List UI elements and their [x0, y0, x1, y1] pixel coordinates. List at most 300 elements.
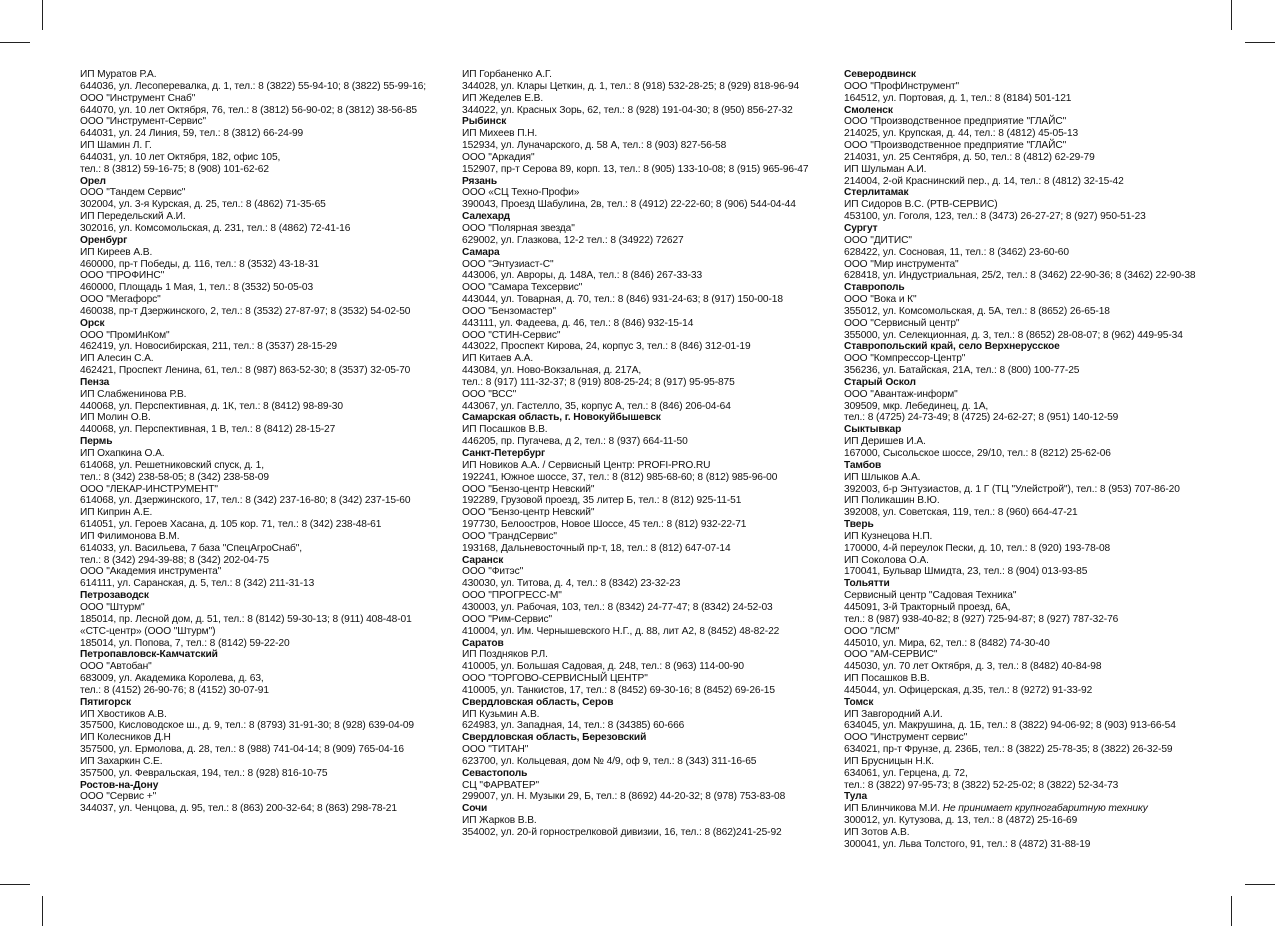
entry-line — [844, 614, 1206, 626]
entry-text: ИП Жарков В.В. — [462, 815, 537, 827]
entry-text: тел.: 8 (342) 294-39-88; 8 (342) 202-04-75 — [80, 554, 269, 566]
entry-text: Тула — [844, 791, 868, 803]
entry-text: 356236, ул. Батайская, 21А, тел.: 8 (800) 100-77-25 — [844, 365, 1080, 377]
entry-line — [462, 424, 824, 436]
entry-text: Орел — [80, 175, 106, 187]
entry-line — [462, 531, 824, 543]
entry-text: 644070, ул. 10 лет Октября, 76, тел.: 8 (3812) 56-90-02; 8 (3812) 38-56-85 — [80, 104, 417, 116]
entry-text: ООО "Самара Техсервис" — [462, 282, 583, 294]
entry-text: 192289, Грузовой проезд, 35 литер Б, тел.: 8 (812) 925-11-51 — [462, 495, 742, 507]
entry-text: ИП Блинчикова М.И. — [844, 803, 943, 815]
entry-text: 443084, ул. Ново-Вокзальная, д. 217А, — [462, 365, 642, 377]
entry-line — [80, 791, 442, 803]
entry-line — [80, 401, 442, 413]
entry-line — [844, 259, 1206, 271]
entry-line — [844, 673, 1206, 685]
entry-text: ИП Кузнецова Н.П. — [844, 530, 933, 542]
entry-text: ООО "Авантаж-информ" — [844, 388, 958, 400]
entry-text: Сыктывкар — [844, 424, 902, 436]
entry-line — [80, 259, 442, 271]
entry-text: 170000, 4-й переулок Пески, д. 10, тел.: 8 (920) 193-78-08 — [844, 542, 1111, 554]
entry-line — [462, 282, 824, 294]
entry-text: 614033, ул. Васильева, 7 база "СпецАгроСнаб", — [80, 542, 302, 554]
entry-line — [80, 187, 442, 199]
entry-line — [462, 756, 824, 768]
entry-line — [462, 685, 824, 697]
city-heading — [844, 282, 1206, 294]
city-heading — [844, 377, 1206, 389]
entry-text: ИП Сидоров В.С. (РТВ-СЕРВИС) — [844, 199, 998, 211]
entry-line — [80, 484, 442, 496]
entry-text: ООО "Автобан" — [80, 661, 152, 673]
entry-line — [80, 507, 442, 519]
crop-mark-bottom-left-vertical — [42, 896, 43, 926]
entry-line — [844, 484, 1206, 496]
entry-text: ИП Деришев И.А. — [844, 436, 926, 448]
entry-text: 344028, ул. Клары Цеткин, д. 1, тел.: 8 (918) 532-28-25; 8 (929) 818-96-94 — [462, 80, 800, 92]
entry-text: Смоленск — [844, 104, 893, 116]
city-heading — [80, 590, 442, 602]
city-heading — [844, 578, 1206, 590]
city-heading — [462, 697, 824, 709]
entry-line — [844, 389, 1206, 401]
entry-text: 357500, Кисловодское ш., д. 9, тел.: 8 (8793) 31-91-30; 8 (928) 639-04-09 — [80, 720, 414, 732]
entry-line — [844, 827, 1206, 839]
entry-text: ООО "Инструмент сервис" — [844, 732, 968, 744]
entry-text: ООО "Производственное предприятие "ГЛАЙС" — [844, 116, 1067, 128]
entry-text: 302004, ул. 3-я Курская, д. 25, тел.: 8 (4862) 71-35-65 — [80, 199, 326, 211]
entry-line — [844, 353, 1206, 365]
entry-text: 683009, ул. Академика Королева, д. 63, — [80, 673, 264, 685]
entry-text: Самарская область, г. Новокуйбышевск — [462, 412, 661, 424]
entry-text: ИП Завгородний А.И. — [844, 708, 943, 720]
entry-text: ИП Кузьмин А.В. — [462, 708, 540, 720]
entry-text: ИП Захаркин С.Е. — [80, 755, 163, 767]
entry-text: Сервисный центр "Садовая Техника" — [844, 590, 1017, 602]
city-heading — [844, 69, 1206, 81]
entry-line — [462, 709, 824, 721]
entry-text: 443111, ул. Фадеева, д. 46, тел.: 8 (846) 932-15-14 — [462, 317, 694, 329]
entry-line — [844, 543, 1206, 555]
entry-text: Пятигорск — [80, 696, 131, 708]
entry-line — [462, 460, 824, 472]
entry-text: 445030, ул. 70 лет Октября, д. 3, тел.: 8 (8482) 40-84-98 — [844, 661, 1102, 673]
entry-line — [844, 330, 1206, 342]
entry-line — [80, 460, 442, 472]
entry-line — [844, 199, 1206, 211]
entry-line — [80, 720, 442, 732]
entry-line — [462, 815, 824, 827]
entry-line — [80, 140, 442, 152]
entry-line — [844, 318, 1206, 330]
entry-text: ООО "ЛЕКАР-ИНСТРУМЕНТ" — [80, 483, 218, 495]
entry-text: ИП Охапкина О.А. — [80, 448, 165, 459]
entry-text: Рязань — [462, 175, 498, 187]
entry-text: 634021, пр-т Фрунзе, д. 236Б, тел.: 8 (3822) 25-78-35; 8 (3822) 26-32-59 — [844, 744, 1173, 756]
entry-line — [462, 140, 824, 152]
entry-line — [80, 282, 442, 294]
entry-line — [80, 199, 442, 211]
entry-text: ООО "ПРОГРЕСС-М" — [462, 590, 562, 602]
city-heading — [844, 519, 1206, 531]
entry-line — [462, 235, 824, 247]
entry-text: ООО "Вока и К" — [844, 294, 917, 306]
entry-text: Свердловская область, Березовский — [462, 732, 647, 744]
entry-text: 445091, 3-й Тракторный проезд, 6А, — [844, 601, 1011, 613]
entry-text: ООО "Бензо-центр Невский" — [462, 483, 595, 495]
entry-text: ООО "Производственное предприятие "ГЛАЙС" — [844, 140, 1067, 152]
entry-text: 302016, ул. Комсомольская, д. 231, тел.: 8 (4862) 72-41-16 — [80, 222, 351, 234]
entry-line — [80, 803, 442, 815]
entry-line — [80, 744, 442, 756]
entry-line — [844, 294, 1206, 306]
entry-line — [80, 164, 442, 176]
entry-line — [844, 401, 1206, 413]
city-heading — [80, 235, 442, 247]
entry-text: ООО "ПрофИнструмент" — [844, 80, 960, 92]
entry-text: 185014, пр. Лесной дом, д. 51, тел.: 8 (8142) 59-30-13; 8 (911) 408-48-01 — [80, 613, 412, 625]
entry-text: 357500, ул. Февральская, 194, тел.: 8 (928) 816-10-75 — [80, 767, 328, 779]
entry-line — [844, 709, 1206, 721]
city-heading — [80, 377, 442, 389]
entry-line — [844, 768, 1206, 780]
entry-text: ИП Шульман А.И. — [844, 163, 927, 175]
entry-text: ИП Шамин Л. Г. — [80, 140, 152, 152]
entry-text: Ставрополь — [844, 282, 905, 294]
entry-text: ООО "Мир инструмента" — [844, 258, 959, 270]
entry-text: 462421, Проспект Ленина, 61, тел.: 8 (987) 863-52-30; 8 (3537) 32-05-70 — [80, 365, 411, 377]
entry-text: ООО "АМ-СЕРВИС" — [844, 649, 938, 661]
entry-text: ООО "Рим-Сервис" — [462, 613, 553, 625]
entry-line — [462, 720, 824, 732]
entry-line — [80, 211, 442, 223]
entry-line — [80, 105, 442, 117]
entry-line — [80, 223, 442, 235]
entry-line — [80, 69, 442, 81]
entry-text: 644036, ул. Лесоперевалка, д. 1, тел.: 8 (3822) 55-94-10; 8 (3822) 55-99-16; — [80, 80, 427, 92]
entry-text: Тамбов — [844, 459, 882, 471]
entry-text: тел.: 8 (342) 238-58-05; 8 (342) 238-58-09 — [80, 471, 269, 483]
entry-text: Стерлитамак — [844, 187, 909, 199]
entry-text: ИП Соколова О.А. — [844, 554, 929, 566]
entry-text: 214031, ул. 25 Сентября, д. 50, тел.: 8 (4812) 62-29-79 — [844, 151, 1095, 163]
entry-line — [462, 673, 824, 685]
entry-text: тел.: 8 (987) 938-40-82; 8 (927) 725-94-87; 8 (927) 787-32-76 — [844, 613, 1119, 625]
entry-text: 152934, ул. Луначарского, д. 58 А, тел.: 8 (903) 827-56-58 — [462, 140, 727, 152]
entry-text: 193168, Дальневосточный пр-т, 18, тел.: 8 (812) 647-07-14 — [462, 542, 731, 554]
entry-line — [462, 318, 824, 330]
entry-text: 440068, ул. Перспективная, 1 В, тел.: 8 (8412) 28-15-27 — [80, 424, 336, 436]
entry-text: ООО "Инструмент-Сервис" — [80, 116, 207, 128]
city-heading — [462, 176, 824, 188]
entry-text: ООО "СТИН-Сервис" — [462, 329, 561, 341]
entry-line — [462, 744, 824, 756]
entry-text: ООО "Бензо-центр Невский" — [462, 507, 595, 519]
entry-line — [80, 128, 442, 140]
city-heading — [462, 555, 824, 567]
entry-line — [80, 389, 442, 401]
entry-line — [80, 353, 442, 365]
entry-line — [462, 614, 824, 626]
entry-text: 164512, ул. Портовая, д. 1, тел.: 8 (8184) 501-121 — [844, 92, 1072, 104]
entry-text: ИП Алесин С.А. — [80, 353, 154, 365]
entry-text: ООО "Бензомастер" — [462, 305, 556, 317]
entry-line — [844, 780, 1206, 792]
entry-line — [80, 709, 442, 721]
entry-line — [844, 566, 1206, 578]
entry-text: 629002, ул. Глазкова, 12-2 тел.: 8 (34922) 72627 — [462, 234, 684, 246]
entry-text: ИП Зотов А.В. — [844, 827, 910, 838]
entry-text: ИП Поздняков Р.Л. — [462, 649, 548, 661]
city-heading — [462, 768, 824, 780]
entry-line — [844, 247, 1206, 259]
entry-text: 628422, ул. Сосновая, 11, тел.: 8 (3462) 23-60-60 — [844, 246, 1069, 258]
entry-line — [462, 341, 824, 353]
entry-text: ООО "ГрандСервис" — [462, 530, 557, 542]
entry-line — [844, 93, 1206, 105]
entry-text: 355000, ул. Селекционная, д. 3, тел.: 8 (8652) 28-08-07; 8 (962) 449-95-34 — [844, 329, 1183, 341]
entry-line — [80, 555, 442, 567]
entry-line — [462, 578, 824, 590]
entry-text: Саранск — [462, 554, 504, 566]
entry-text: ООО "Штурм" — [80, 601, 145, 613]
entry-text: ООО "Инструмент Снаб" — [80, 92, 196, 104]
entry-line — [80, 116, 442, 128]
entry-line — [80, 626, 442, 638]
city-heading — [80, 697, 442, 709]
entry-text: ИП Посашков В.В. — [462, 424, 548, 436]
entry-text: Саратов — [462, 637, 504, 649]
entry-text: тел.: 8 (4152) 26-90-76; 8 (4152) 30-07-91 — [80, 684, 269, 696]
entry-line — [80, 673, 442, 685]
entry-text: 355012, ул. Комсомольская, д. 5А, тел.: 8 (8652) 26-65-18 — [844, 305, 1110, 317]
entry-line — [844, 685, 1206, 697]
city-heading — [844, 791, 1206, 803]
entry-text: 446205, пр. Пугачева, д 2, тел.: 8 (937) 664-11-50 — [462, 436, 688, 448]
entry-line — [462, 365, 824, 377]
entry-text: 443044, ул. Товарная, д. 70, тел.: 8 (846) 931-24-63; 8 (917) 150-00-18 — [462, 294, 783, 306]
entry-text: ООО "Сервис +" — [80, 791, 157, 803]
entry-line — [462, 543, 824, 555]
entry-line — [462, 566, 824, 578]
entry-text: ИП Киприн А.Е. — [80, 507, 153, 519]
entry-line — [844, 164, 1206, 176]
entry-line — [462, 81, 824, 93]
entry-line — [462, 519, 824, 531]
entry-line — [462, 270, 824, 282]
entry-text: 445044, ул. Офицерская, д.35, тел.: 8 (9272) 91-33-92 — [844, 684, 1093, 696]
entry-text: 462419, ул. Новосибирская, 211, тел.: 8 (3537) 28-15-29 — [80, 341, 337, 353]
entry-text: 309509, мкр. Лебединец, д. 1А, — [844, 400, 989, 412]
entry-text: тел.: 8 (3822) 97-95-73; 8 (3822) 52-25-02; 8 (3822) 52-34-73 — [844, 779, 1119, 791]
entry-line — [462, 602, 824, 614]
entry-line — [844, 211, 1206, 223]
entry-line — [462, 306, 824, 318]
entry-text: ИП Жеделев Е.В. — [462, 92, 544, 104]
city-heading — [80, 780, 442, 792]
entry-text: 644031, ул. 10 лет Октября, 182, офис 105, — [80, 151, 281, 163]
entry-text: 192241, Южное шоссе, 37, тел.: 8 (812) 985-68-60; 8 (812) 985-96-00 — [462, 471, 778, 483]
entry-text: 453100, ул. Гоголя, 123, тел.: 8 (3473) 26-27-27; 8 (927) 950-51-23 — [844, 211, 1146, 223]
entry-text: ООО "ПРОФИНС" — [80, 270, 165, 282]
entry-line — [462, 626, 824, 638]
entry-text: Орск — [80, 317, 105, 329]
entry-line — [844, 176, 1206, 188]
crop-mark-top-left-vertical — [42, 0, 43, 30]
entry-line — [844, 365, 1206, 377]
entry-text: 460000, пр-т Победы, д. 116, тел.: 8 (3532) 43-18-31 — [80, 258, 319, 270]
entry-text: Сочи — [462, 803, 488, 815]
entry-line — [462, 187, 824, 199]
entry-text: 299007, ул. Н. Музыки 29, Б, тел.: 8 (8692) 44-20-32; 8 (978) 753-83-08 — [462, 791, 786, 803]
entry-line — [462, 472, 824, 484]
entry-text: ИП Колесников Д.Н — [80, 732, 171, 744]
entry-text: 440068, ул. Перспективная, д. 1К, тел.: 8 (8412) 98-89-30 — [80, 400, 343, 412]
entry-line — [844, 815, 1206, 827]
entry-line — [80, 756, 442, 768]
entry-line — [462, 827, 824, 839]
entry-text: тел.: 8 (3812) 59-16-75; 8 (908) 101-62-62 — [80, 163, 269, 175]
entry-line — [462, 199, 824, 211]
entry-line — [80, 732, 442, 744]
entry-line — [462, 294, 824, 306]
city-heading — [462, 638, 824, 650]
entry-text: «СТС-центр» (ООО "Штурм") — [80, 625, 216, 637]
city-heading — [844, 187, 1206, 199]
entry-line — [844, 590, 1206, 602]
entry-line — [462, 507, 824, 519]
city-heading — [462, 247, 824, 259]
entry-text: Санкт-Петербург — [462, 448, 546, 459]
entry-text: ООО «СЦ Техно-Профи» — [462, 187, 580, 199]
entry-line — [462, 164, 824, 176]
entry-text: 170041, Бульвар Шмидта, 23, тел.: 8 (904) 013-93-85 — [844, 566, 1088, 578]
entry-line — [844, 531, 1206, 543]
entry-text: ООО "Аркадия" — [462, 151, 535, 163]
entry-line — [844, 555, 1206, 567]
entry-text: 443006, ул. Авроры, д. 148А, тел.: 8 (846) 267-33-33 — [462, 270, 703, 282]
entry-text: ИП Китаев А.А. — [462, 353, 534, 365]
entry-text: 624983, ул. Западная, 14, тел.: 8 (34385) 60-666 — [462, 720, 685, 732]
entry-text: Севастополь — [462, 767, 528, 779]
entry-text: 152907, пр-т Серова 89, корп. 13, тел.: 8 (905) 133-10-08; 8 (915) 965-96-47 — [462, 163, 809, 175]
entry-line — [844, 152, 1206, 164]
entry-text: ИП Киреев А.В. — [80, 246, 153, 258]
entry-line — [844, 803, 1206, 815]
entry-line — [462, 259, 824, 271]
entry-line — [462, 93, 824, 105]
entry-text: ООО "ДИТИС" — [844, 234, 912, 246]
entry-text: ООО "Компрессор-Центр" — [844, 353, 966, 365]
entry-text: ИП Горбаненко А.Г. — [462, 69, 552, 80]
entry-line — [80, 768, 442, 780]
entry-text: 443067, ул. Гастелло, 35, корпус А, тел.: 8 (846) 206-04-64 — [462, 400, 731, 412]
entry-text: ИП Михеев П.Н. — [462, 128, 538, 140]
entry-line — [462, 649, 824, 661]
entry-line — [844, 128, 1206, 140]
entry-text: СЦ "ФАРВАТЕР" — [462, 779, 540, 791]
entry-text: ООО "ПромИнКом" — [80, 329, 170, 341]
entry-text: тел.: 8 (917) 111-32-37; 8 (919) 808-25-24; 8 (917) 95-95-875 — [462, 376, 735, 388]
entry-text: 357500, ул. Ермолова, д. 28, тел.: 8 (988) 741-04-14; 8 (909) 765-04-16 — [80, 744, 404, 756]
entry-text: ООО "Фитэс" — [462, 566, 524, 578]
entry-line — [844, 436, 1206, 448]
entry-text: 214004, 2-ой Краснинский пер., д. 14, тел.: 8 (4812) 32-15-42 — [844, 175, 1124, 187]
entry-text: ИП Посашков В.В. — [844, 673, 930, 685]
entry-text: 443022, Проспект Кирова, 24, корпус 3, тел.: 8 (846) 312-01-19 — [462, 341, 751, 353]
entry-text: ООО "Энтузиаст-С" — [462, 258, 554, 270]
city-heading — [80, 176, 442, 188]
city-heading — [462, 448, 824, 460]
entry-line — [80, 543, 442, 555]
entry-text: Оренбург — [80, 234, 128, 246]
entry-line — [80, 341, 442, 353]
entry-text: ООО "ЛСМ" — [844, 625, 900, 637]
city-heading — [844, 223, 1206, 235]
city-heading — [80, 436, 442, 448]
entry-text: 410004, ул. Им. Чернышевского Н.Г., д. 88, лит А2, 8 (8452) 48-82-22 — [462, 625, 780, 637]
entry-line — [844, 140, 1206, 152]
entry-line — [844, 412, 1206, 424]
entry-line — [844, 756, 1206, 768]
entry-text: 354002, ул. 20-й горнострелковой дивизии, 16, тел.: 8 (862)241-25-92 — [462, 827, 782, 838]
entry-text: 410005, ул. Большая Садовая, д. 248, тел.: 8 (963) 114-00-90 — [462, 661, 744, 673]
entry-text: 344022, ул. Красных Зорь, 62, тел.: 8 (928) 191-04-30; 8 (950) 856-27-32 — [462, 104, 793, 116]
entry-line — [462, 401, 824, 413]
entry-text: Старый Оскол — [844, 376, 916, 388]
entry-line — [844, 839, 1206, 851]
entry-text: 197730, Белоостров, Новое Шоссе, 45 тел.: 8 (812) 932-22-71 — [462, 519, 747, 531]
city-heading — [844, 341, 1206, 353]
entry-line — [80, 472, 442, 484]
city-heading — [462, 412, 824, 424]
entry-line — [462, 377, 824, 389]
entry-line — [80, 152, 442, 164]
entry-text: Пенза — [80, 376, 110, 388]
entry-line — [844, 235, 1206, 247]
entry-text: ИП Поликашин В.Ю. — [844, 495, 940, 507]
entry-text: ООО "Тандем Сервис" — [80, 187, 186, 199]
entry-text: Ставропольский край, село Верхнерусское — [844, 341, 1060, 353]
entry-text: ИП Слабженинова Р.В. — [80, 388, 187, 400]
entry-text: ИП Хвостиков А.В. — [80, 708, 167, 720]
entry-text: ИП Новиков А.А. / Сервисный Центр: PROFI-PRO.RU — [462, 459, 711, 471]
city-heading — [844, 697, 1206, 709]
entry-text: 410005, ул. Танкистов, 17, тел.: 8 (8452) 69-30-16; 8 (8452) 69-26-15 — [462, 684, 775, 696]
city-heading — [462, 732, 824, 744]
entry-line — [462, 389, 824, 401]
entry-text: 392003, б-р Энтузиастов, д. 1 Г (ТЦ "Улейстрой"), тел.: 8 (953) 707-86-20 — [844, 483, 1180, 495]
entry-line — [844, 270, 1206, 282]
entry-text: 623700, ул. Кольцевая, дом № 4/9, оф 9, тел.: 8 (343) 311-16-65 — [462, 755, 757, 767]
city-heading — [844, 460, 1206, 472]
entry-text: 430003, ул. Рабочая, 103, тел.: 8 (8342) 24-77-47; 8 (8342) 24-52-03 — [462, 601, 773, 613]
entry-note: Не принимает крупногабаритную технику — [942, 803, 1148, 815]
entry-text: ООО "Мегафорс" — [80, 294, 161, 306]
entry-text: ИП Муратов Р.А. — [80, 69, 157, 80]
entry-line — [80, 448, 442, 460]
entry-line — [80, 614, 442, 626]
entry-line — [462, 353, 824, 365]
entry-text: 460038, пр-т Дзержинского, 2, тел.: 8 (3532) 27-87-97; 8 (3532) 54-02-50 — [80, 305, 411, 317]
entry-text: 392008, ул. Советская, 119, тел.: 8 (960) 664-47-21 — [844, 507, 1078, 519]
entry-line — [844, 744, 1206, 756]
entry-text: тел.: 8 (4725) 24-73-49; 8 (4725) 24-62-27; 8 (951) 140-12-59 — [844, 412, 1119, 424]
entry-line — [844, 638, 1206, 650]
entry-line — [80, 306, 442, 318]
entry-line — [462, 330, 824, 342]
entry-line — [462, 105, 824, 117]
